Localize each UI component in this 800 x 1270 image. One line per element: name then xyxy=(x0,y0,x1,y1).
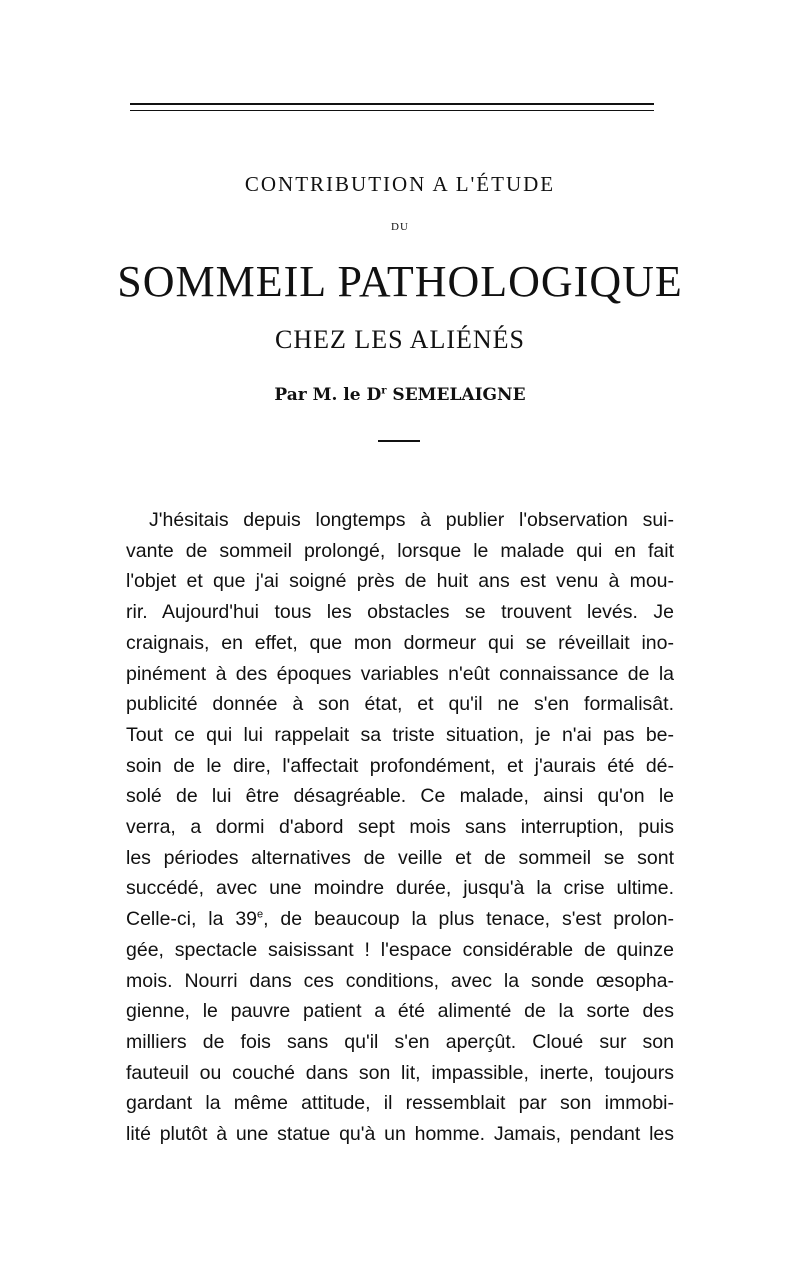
text-line: lité plutôt à une statue qu'à un homme. Jamais, pendant les xyxy=(126,1123,674,1146)
text-line: succédé, avec une moindre durée, jusqu'à la crise ultime. xyxy=(126,877,674,900)
text-line: solé de lui être désagréable. Ce malade, ainsi qu'on le xyxy=(126,785,674,808)
text-line: craignais, en effet, que mon dormeur qui se réveillait ino- xyxy=(126,631,674,654)
text-line: J'hésitais depuis longtemps à publier l'observation sui- xyxy=(149,509,674,531)
text-line: gardant la même attitude, il ressemblait par son immobi- xyxy=(126,1092,674,1115)
text-line: verra, a dormi d'abord sept mois sans interruption, puis xyxy=(126,816,674,839)
text-line: pinément à des époques variables n'eût connaissance de la xyxy=(126,662,674,685)
text-line xyxy=(126,904,674,935)
text-line: l'objet et que j'ai soigné près de huit ans est venu à mou- xyxy=(126,570,674,593)
body-paragraph xyxy=(126,505,674,1150)
title-line-2: DU xyxy=(391,221,409,233)
text-line: soin de le dire, l'affectait profondément, et j'aurais été dé- xyxy=(126,754,674,777)
text-line: Tout ce qui lui rappelait sa triste situation, je n'ai pas be- xyxy=(126,723,674,746)
author-name: SEMELAIGNE xyxy=(386,385,526,405)
text-line: publicité donnée à son état, et qu'il ne s'en formalisât. xyxy=(126,693,674,716)
text-line-start: Celle-ci, la 39 xyxy=(126,908,258,931)
text-line: rir. Aujourd'hui tous les obstacles se trouvent levés. Je xyxy=(126,601,674,624)
top-double-rule xyxy=(130,103,654,111)
separator-rule xyxy=(378,440,420,442)
page-title: SOMMEIL PATHOLOGIQUE xyxy=(117,257,683,306)
ordinal-superscript: e xyxy=(257,908,264,921)
text-line: gienne, le pauvre patient a été alimenté de la sorte des xyxy=(126,1000,674,1023)
author-line xyxy=(0,385,800,405)
text-line: mois. Nourri dans ces conditions, avec la sonde œsopha- xyxy=(126,969,674,992)
text-line: gée, spectacle saisissant ! l'espace considérable de quinze xyxy=(126,938,674,961)
text-line: fauteuil ou couché dans son lit, impassible, inerte, toujours xyxy=(126,1061,674,1084)
author-prefix: Par M. le D xyxy=(274,385,382,405)
text-line: les périodes alternatives de veille et de sommeil se sont xyxy=(126,846,674,869)
text-line: vante de sommeil prolongé, lorsque le malade qui en fait xyxy=(126,539,674,562)
title-line-1: CONTRIBUTION A L'ÉTUDE xyxy=(244,172,556,196)
text-line: milliers de fois sans qu'il s'en aperçût. Cloué sur son xyxy=(126,1030,674,1053)
author-degree: r xyxy=(381,385,387,397)
text-line-end: , de beaucoup la plus tenace, s'est prolon- xyxy=(263,908,674,931)
title-line-4: CHEZ LES ALIÉNÉS xyxy=(275,325,525,354)
